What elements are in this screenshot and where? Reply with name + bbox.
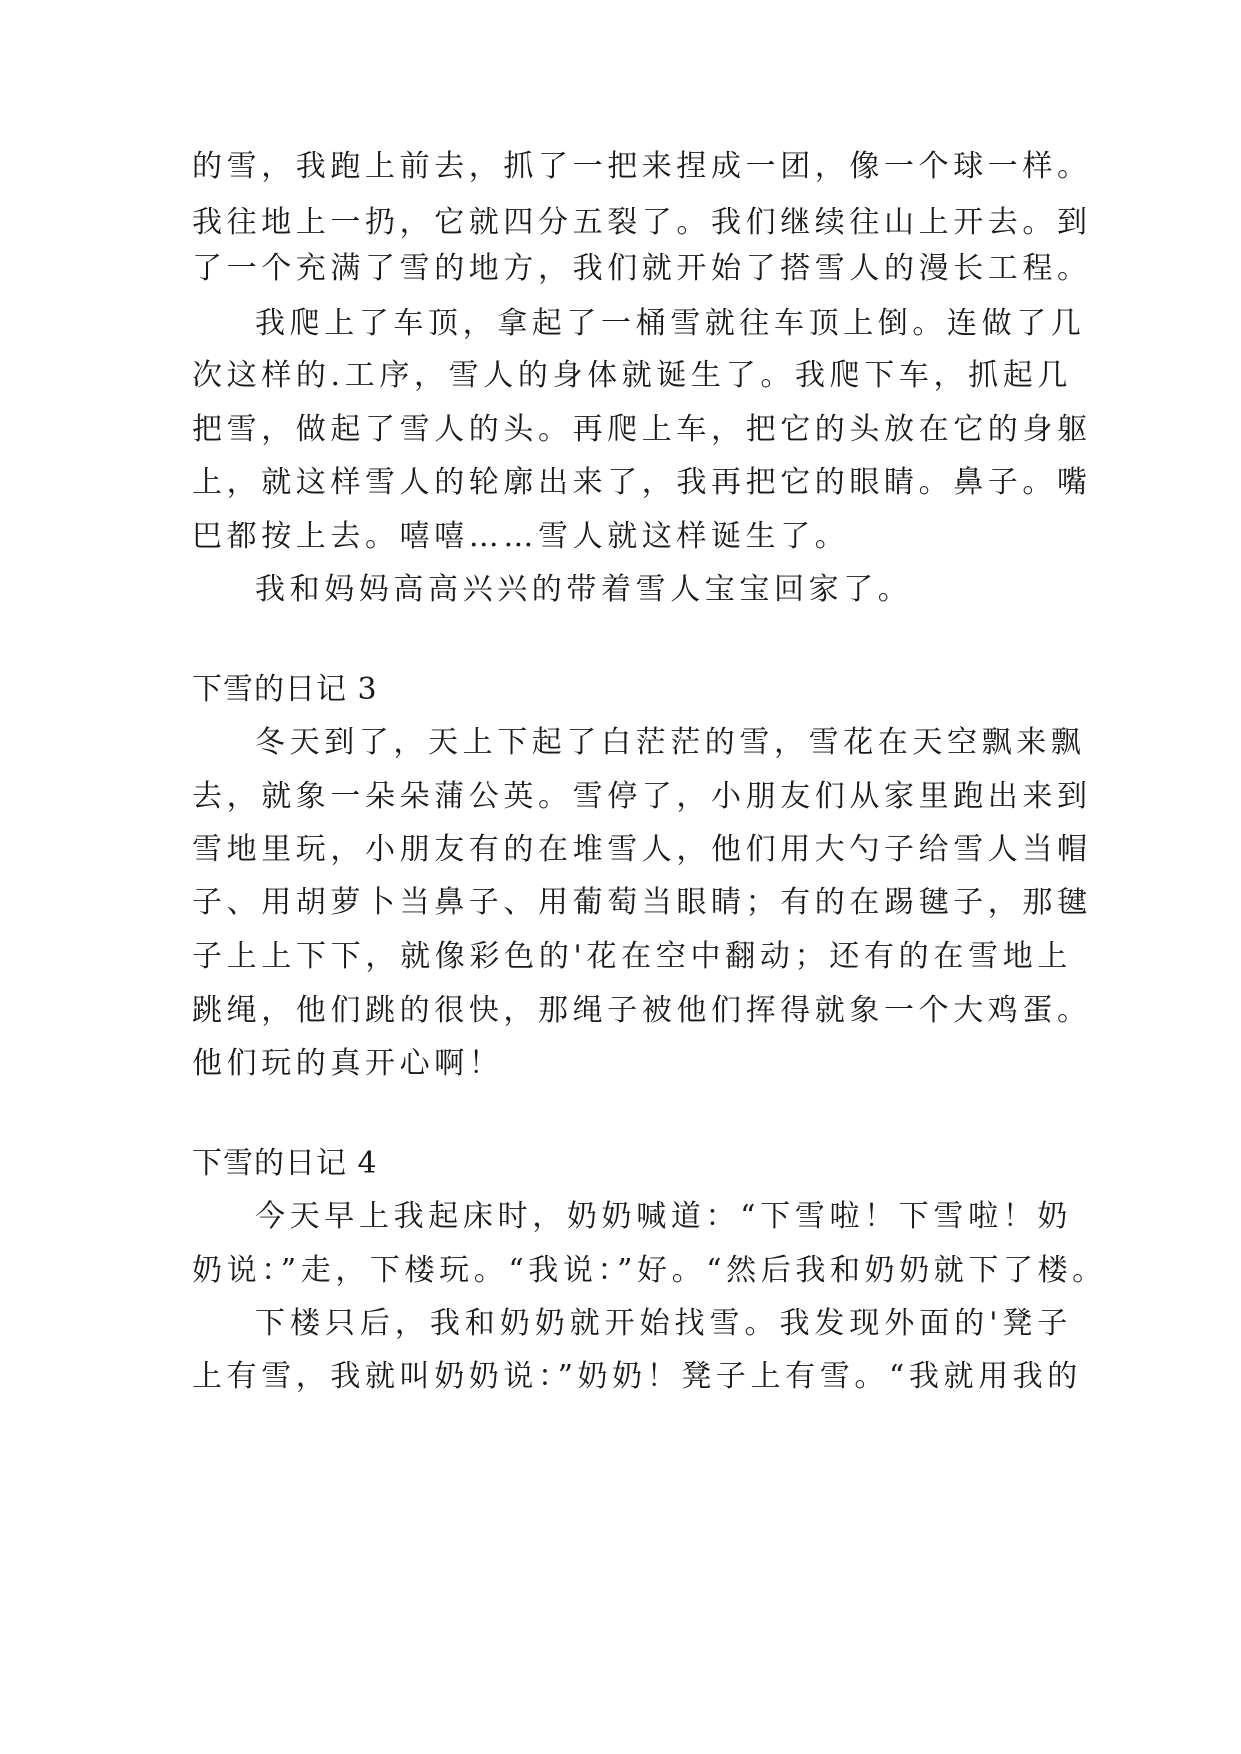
text-line: 冬天到了，天上下起了白茫茫的雪，雪花在天空飘来飘 bbox=[255, 725, 1086, 760]
text-line: 我往地上一扔，它就四分五裂了。我们继续往山上开去。到 bbox=[192, 205, 1092, 240]
text-line: 上，就这样雪人的轮廓出来了，我再把它的眼睛。鼻子。嘴 bbox=[192, 465, 1092, 500]
text-line: 我和妈妈高高兴兴的带着雪人宝宝回家了。 bbox=[255, 572, 913, 607]
section-heading: 下雪的日记 3 bbox=[192, 672, 378, 707]
text-line: 下楼只后，我和奶奶就开始找雪。我发现外面的'凳子 bbox=[255, 1306, 1072, 1341]
text-line: 子上上下下，就像彩色的'花在空中翻动；还有的在雪地上 bbox=[192, 939, 1072, 974]
text-line: 次这样的.工序，雪人的身体就诞生了。我爬下车，抓起几 bbox=[192, 358, 1072, 393]
text-line: 雪地里玩，小朋友有的在堆雪人，他们用大勺子给雪人当帽 bbox=[192, 832, 1092, 867]
text-line: 他们玩的真开心啊！ bbox=[192, 1046, 504, 1081]
text-line: 奶说：”走，下楼玩。“我说：”好。“然后我和奶奶就下了楼。 bbox=[192, 1253, 1107, 1288]
text-line: 跳绳，他们跳的很快，那绳子被他们挥得就象一个大鸡蛋。 bbox=[192, 993, 1092, 1028]
text-line: 我爬上了车顶，拿起了一桶雪就往车顶上倒。连做了几 bbox=[255, 306, 1086, 341]
text-line: 去，就象一朵朵蒲公英。雪停了，小朋友们从家里跑出来到 bbox=[192, 779, 1092, 814]
text-line: 把雪，做起了雪人的头。再爬上车，把它的头放在它的身躯 bbox=[192, 412, 1092, 447]
text-line: 子、用胡萝卜当鼻子、用葡萄当眼睛；有的在踢毽子，那毽 bbox=[192, 885, 1092, 920]
section-heading: 下雪的日记 4 bbox=[192, 1146, 378, 1181]
text-line: 了一个充满了雪的地方，我们就开始了搭雪人的漫长工程。 bbox=[192, 251, 1092, 286]
text-line: 今天早上我起床时，奶奶喊道：“下雪啦！下雪啦！奶 bbox=[255, 1199, 1072, 1234]
text-line: 巴都按上去。嘻嘻……雪人就这样诞生了。 bbox=[192, 519, 850, 554]
text-line: 上有雪，我就叫奶奶说：”奶奶！凳子上有雪。“我就用我的 bbox=[192, 1359, 1082, 1394]
text-line: 的雪，我跑上前去，抓了一把来捏成一团，像一个球一样。 bbox=[192, 149, 1092, 184]
